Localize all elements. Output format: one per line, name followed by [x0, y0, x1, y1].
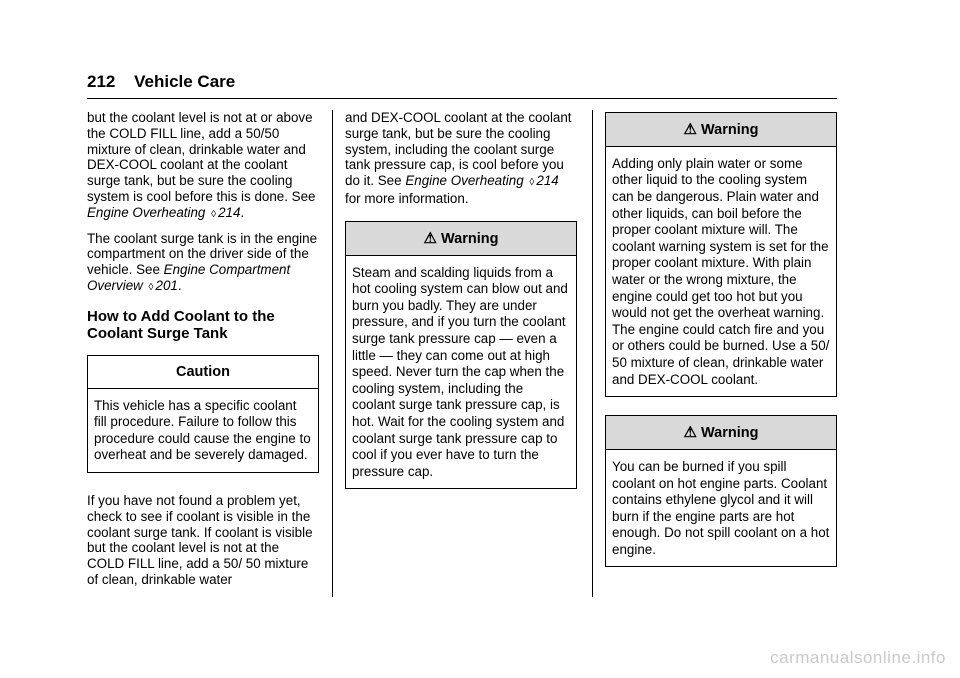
column-1: [87, 110, 319, 596]
page-reference[interactable]: 214: [218, 204, 241, 220]
warning-header: [606, 416, 836, 450]
paragraph: If you have not found a problem yet, check to see if coolant is visible in the coolant surge tank. If coolant is visible but the coolant level is not at the COLD FILL line, add a 50/ 50 mixture of clean, drinkable water: [87, 492, 313, 587]
paragraph: The coolant surge tank is in the engine compartment on the driver side of the vehicle. See Engine Compartment Overview ◊ 201.: [87, 230, 318, 293]
warning-header: [346, 222, 576, 256]
warning-triangle-icon: ⚠: [683, 121, 697, 138]
warning-box: [605, 112, 837, 397]
page-number: 212: [87, 72, 116, 91]
column-divider: [332, 110, 333, 597]
watermark: carmanualsonline.info: [770, 648, 946, 667]
section-title: Vehicle Care: [134, 72, 236, 91]
warning-box: [345, 221, 577, 490]
cross-reference-link[interactable]: Engine Overheating: [405, 173, 524, 189]
warning-box: [605, 415, 837, 567]
page-ref-arrow-icon: ◊: [211, 208, 217, 220]
warning-triangle-icon: ⚠: [423, 229, 437, 247]
warning-body: You can be burned if you spill coolant on hot engine parts. Coolant contains ethylene glycol and it will burn if the engine parts are hot enough. Do not spill coolant on a hot engine.: [612, 458, 830, 557]
column-2: [345, 110, 577, 503]
page-ref-arrow-icon: ◊: [529, 177, 535, 189]
column-divider: [592, 110, 593, 597]
caution-box: [87, 355, 319, 473]
warning-title: Warning: [700, 425, 759, 442]
caution-title: Caution: [88, 356, 318, 389]
page-ref-arrow-icon: ◊: [148, 281, 154, 293]
cross-reference-link[interactable]: Engine Overheating: [87, 204, 206, 220]
page-reference[interactable]: 201: [155, 277, 178, 293]
column-3: [605, 112, 837, 581]
warning-title: Warning: [700, 122, 759, 138]
cross-reference-link[interactable]: Engine Compartment Overview: [87, 262, 291, 293]
section-heading: How to Add Coolant to the Coolant Surge Tank: [87, 307, 275, 342]
page-header: [87, 72, 235, 92]
caution-body: This vehicle has a specific coolant fill procedure. Failure to follow this procedure could cause the engine to overheat and be severely damaged.: [94, 397, 311, 463]
header-rule: [87, 98, 837, 99]
warning-body: Adding only plain water or some other liquid to the cooling system can be dangerous. Plain water and other liquids, can boil before the proper coolant mixture will. The coolant warning system is set for the proper coolant mixture. With plain water or the wrong mixture, the engine could get too hot but you would not get the overheat warning. The engine could catch fire and you or others could be burned. Use a 50/ 50 mixture of clean, drinkable water and DEX-COOL coolant.: [612, 155, 830, 387]
warning-header: [606, 113, 836, 147]
warning-triangle-icon: ⚠: [683, 424, 697, 442]
warning-body: Steam and scalding liquids from a hot cooling system can blow out and burn you badly. They are under pressure, and if you turn the coolant surge tank pressure cap — even a little — they can come out at high speed. Never turn the cap when the cooling system, including the coolant surge tank pressure cap, is hot. Wait for the cooling system and coolant surge tank pressure cap to cool if you ever have to turn the pressure cap.: [352, 264, 568, 479]
paragraph: and DEX-COOL coolant at the coolant surge tank, but be sure the cooling system, including the coolant surge tank pressure cap, is cool before you do it. See Engine Overheating ◊ 214 for more information.: [345, 110, 572, 206]
warning-title: Warning: [440, 230, 499, 247]
paragraph: but the coolant level is not at or above the COLD FILL line, add a 50/50 mixture of clean, drinkable water and DEX-COOL coolant at the coolant surge tank, but be sure the cooling system is cool before this is done. See Engine Overheating ◊ 214.: [87, 110, 316, 220]
page-reference[interactable]: 214: [536, 173, 559, 189]
